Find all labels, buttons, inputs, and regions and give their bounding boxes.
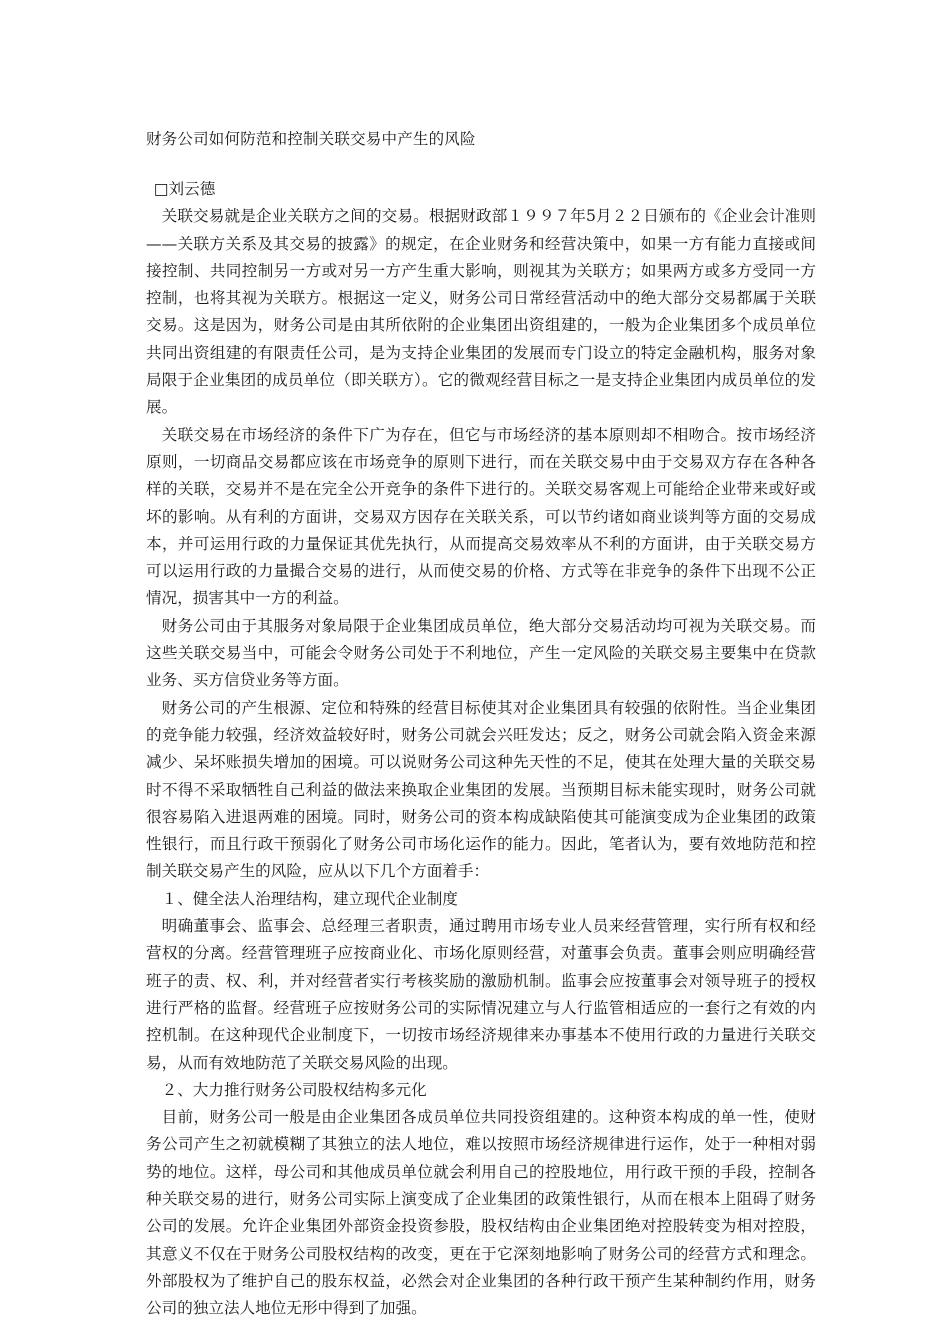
author-line: □刘云德 xyxy=(153,180,216,198)
paragraph-1: 关联交易就是企业关联方之间的交易。根据财政部１９９７年5月２２日颁布的《企业会计准则——关联方关系及其交易的披露》的规定，在企业财务和经营决策中，如果一方有能力直接或间接控制、共同控制另一方或对另一方产生重大影响，则视其为关联方；如果两方或多方受同一方控制，也将其视为关联方。根据这一定义，财务公司日常经营活动中的绝大部分交易都属于关联交易。这是因为，财务公司是由其所依附的企业集团出资组建的，一般为企业集团多个成员单位共同出资组建的有限责任公司，是为支持企业集团的发展而专门设立的特定金融机构，服务对象局限于企业集团的成员单位（即关联方）。它的微观经营目标之一是支持企业集团内成员单位的发展。 xyxy=(146,207,816,417)
paragraph-2: 关联交易在市场经济的条件下广为存在，但它与市场经济的基本原则却不相吻合。按市场经济原则，一切商品交易都应该在市场竞争的原则下进行，而在关联交易中由于交易双方存在各种各样的关联，交易并不是在完全公开竞争的条件下进行的。关联交易客观上可能给企业带来或好或坏的影响。从有利的方面讲，交易双方因存在关联关系，可以节约诸如商业谈判等方面的交易成本，并可运用行政的力量保证其优先执行，从而提高交易效率从不利的方面讲，由于关联交易方可以运用行政的力量撮合交易的进行，从而使交易的价格、方式等在非竞争的条件下出现不公正情况，损害其中一方的利益。 xyxy=(146,425,816,608)
paragraph-3: 财务公司由于其服务对象局限于企业集团成员单位，绝大部分交易活动均可视为关联交易。而这些关联交易当中，可能会令财务公司处于不利地位，产生一定风险的关联交易主要集中在贷款业务、买方信贷业务等方面。 xyxy=(146,616,816,690)
paragraph-6: 目前，财务公司一般是由企业集团各成员单位共同投资组建的。这种资本构成的单一性，使财务公司产生之初就模糊了其独立的法人地位，难以按照市场经济规律进行运作，处于一种相对弱势的地位。这样，母公司和其他成员单位就会利用自己的控股地位，用行政干预的手段，控制各种关联交易的进行，财务公司实际上演变成了企业集团的政策性银行，从而在根本上阻碍了财务公司的发展。允许企业集团外部资金投资参股，股权结构由企业集团绝对控股转变为相对控股，其意义不仅在于财务公司股权结构的改变，更在于它深刻地影响了财务公司的经营方式和理念。外部股权为了维护自己的股东权益，必然会对企业集团的各种行政干预产生某种制约作用，财务公司的独立法人地位无形中得到了加强。 xyxy=(146,1108,816,1318)
section-heading-1: １、健全法人治理结构，建立现代企业制度 xyxy=(161,889,458,908)
paragraph-4: 财务公司的产生根源、定位和特殊的经营目标使其对企业集团具有较强的依附性。当企业集团的竞争能力较强，经济效益较好时，财务公司就会兴旺发达；反之，财务公司就会陷入资金来源减少、呆坏账损失增加的困境。可以说财务公司这种先天性的不足，使其在处理大量的关联交易时不得不采取牺牲自己利益的做法来换取企业集团的发展。当预期目标未能实现时，财务公司就很容易陷入进退两难的困境。同时，财务公司的资本构成缺陷使其可能演变成为企业集团的政策性银行，而且行政干预弱化了财务公司市场化运作的能力。因此，笔者认为，要有效地防范和控制关联交易产生的风险，应从以下几个方面着手： xyxy=(146,698,816,881)
section-heading-2: ２、大力推行财务公司股权结构多元化 xyxy=(161,1080,427,1099)
paragraph-5: 明确董事会、监事会、总经理三者职责，通过聘用市场专业人员来经营管理，实行所有权和经营权的分离。经营管理班子应按商业化、市场化原则经营，对董事会负责。董事会则应明确经营班子的责、权、利，并对经营者实行考核奖励的激励机制。监事会应按董事会对领导班子的授权进行严格的监督。经营班子应按财务公司的实际情况建立与人行监管相适应的一套行之有效的内控机制。在这种现代企业制度下，一切按市场经济规律来办事基本不使用行政的力量进行关联交易，从而有效地防范了关联交易风险的出现。 xyxy=(146,917,816,1072)
document-title: 财务公司如何防范和控制关联交易中产生的风险 xyxy=(146,130,476,148)
document-body xyxy=(146,176,816,1322)
